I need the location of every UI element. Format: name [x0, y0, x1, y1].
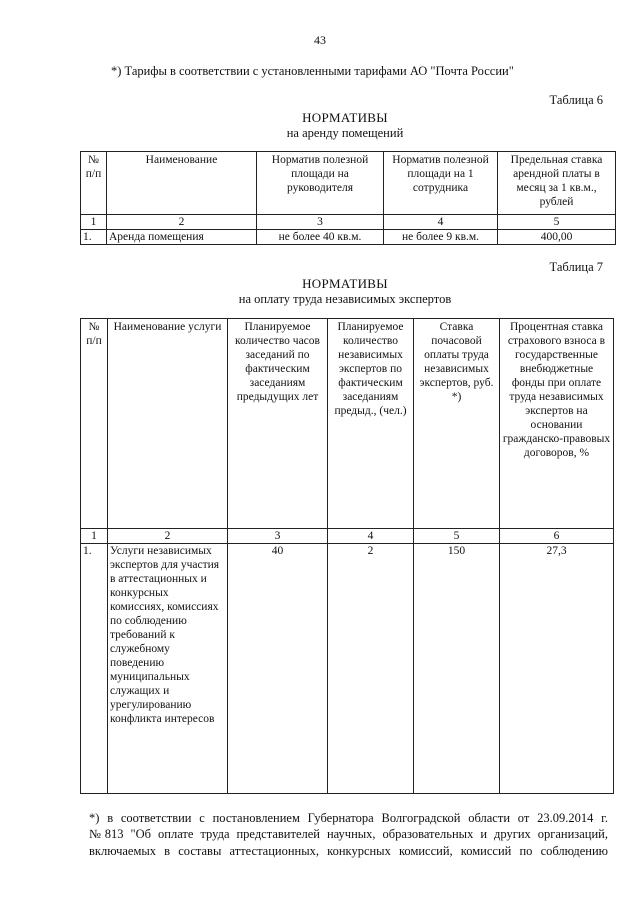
table6-colnum-cell: 4: [384, 215, 498, 230]
table7-title: НОРМАТИВЫ: [302, 276, 388, 291]
table6-cell: не более 9 кв.м.: [384, 230, 498, 245]
table6-header-cell: Норматив полезной площади на руководителя: [257, 152, 384, 215]
top-note: *) Тарифы в соответствии с установленными тарифами АО "Почта России": [111, 64, 514, 78]
table7: [80, 318, 614, 794]
table-row: [81, 544, 614, 794]
footnote-line: *) в соответствии с постановлением Губернатора Волгоградской области от 23.09.2014 г.: [89, 811, 608, 825]
table7-header-cell: Планируемое количество часов заседаний по фактическим заседаниям предыдущих лет: [228, 319, 328, 529]
table6-header-cell: Предельная ставка арендной платы в месяц за 1 кв.м., рублей: [498, 152, 616, 215]
table6-header-cell: № п/п: [81, 152, 107, 215]
table6-cell: не более 40 кв.м.: [257, 230, 384, 245]
table6-colnum-cell: 5: [498, 215, 616, 230]
table7-header-cell: Процентная ставка страхового взноса в государственные внебюджетные фонды при оплате труда независимых экспертов на основании гражданско-правовых договоров, %: [500, 319, 614, 529]
table6-colnum-cell: 2: [107, 215, 257, 230]
table7-cell: 150: [414, 544, 500, 794]
table7-cell: 40: [228, 544, 328, 794]
footnote-line: включаемых в составы аттестационных, конкурсных комиссий, комиссий по соблюдению: [89, 843, 608, 858]
footnote: [89, 810, 608, 859]
table-row: [81, 230, 616, 245]
page-number: 43: [314, 33, 326, 47]
table7-header-cell: Наименование услуги: [108, 319, 228, 529]
table7-subtitle: на оплату труда независимых экспертов: [238, 292, 452, 306]
table7-colnum-row: [81, 529, 614, 544]
table7-colnum-cell: 1: [81, 529, 108, 544]
table6-cell: Аренда помещения: [107, 230, 257, 245]
table6-header-cell: Наименование: [107, 152, 257, 215]
table6-label: Таблица 6: [549, 93, 603, 107]
table7-cell: 27,3: [500, 544, 614, 794]
table6: [80, 151, 616, 245]
table7-colnum-cell: 2: [108, 529, 228, 544]
table7-header-row: [81, 319, 614, 529]
table6-colnum-cell: 1: [81, 215, 107, 230]
table7-colnum-cell: 5: [414, 529, 500, 544]
table7-colnum-cell: 4: [328, 529, 414, 544]
table7-cell: 1.: [81, 544, 108, 794]
table6-title: НОРМАТИВЫ: [302, 110, 388, 125]
table6-subtitle: на аренду помещений: [286, 126, 404, 140]
footnote-line: №813 "Об оплате труда представителей научных, образовательных и других организаций,: [89, 827, 608, 842]
table7-header-cell: Ставка почасовой оплаты труда независимых экспертов, руб. *): [414, 319, 500, 529]
table6-colnum-cell: 3: [257, 215, 384, 230]
table6-colnum-row: [81, 215, 616, 230]
table6-header-row: [81, 152, 616, 215]
table7-header-cell: № п/п: [81, 319, 108, 529]
table6-header-cell: Норматив полезной площади на 1 сотрудника: [384, 152, 498, 215]
table7-cell: Услуги независимых экспертов для участия в аттестационных и конкурсных комиссиях, комиссиях по соблюдению требований к служебному поведению муниципальных служащих и урегулированию конфликта интересов: [108, 544, 228, 794]
table7-header-cell: Планируемое количество независимых экспертов по фактическим заседаниям предыд., (чел.): [328, 319, 414, 529]
table7-colnum-cell: 3: [228, 529, 328, 544]
table7-label: Таблица 7: [549, 260, 603, 274]
table7-colnum-cell: 6: [500, 529, 614, 544]
table7-cell: 2: [328, 544, 414, 794]
table6-cell: 400,00: [498, 230, 616, 245]
table6-cell: 1.: [81, 230, 107, 245]
